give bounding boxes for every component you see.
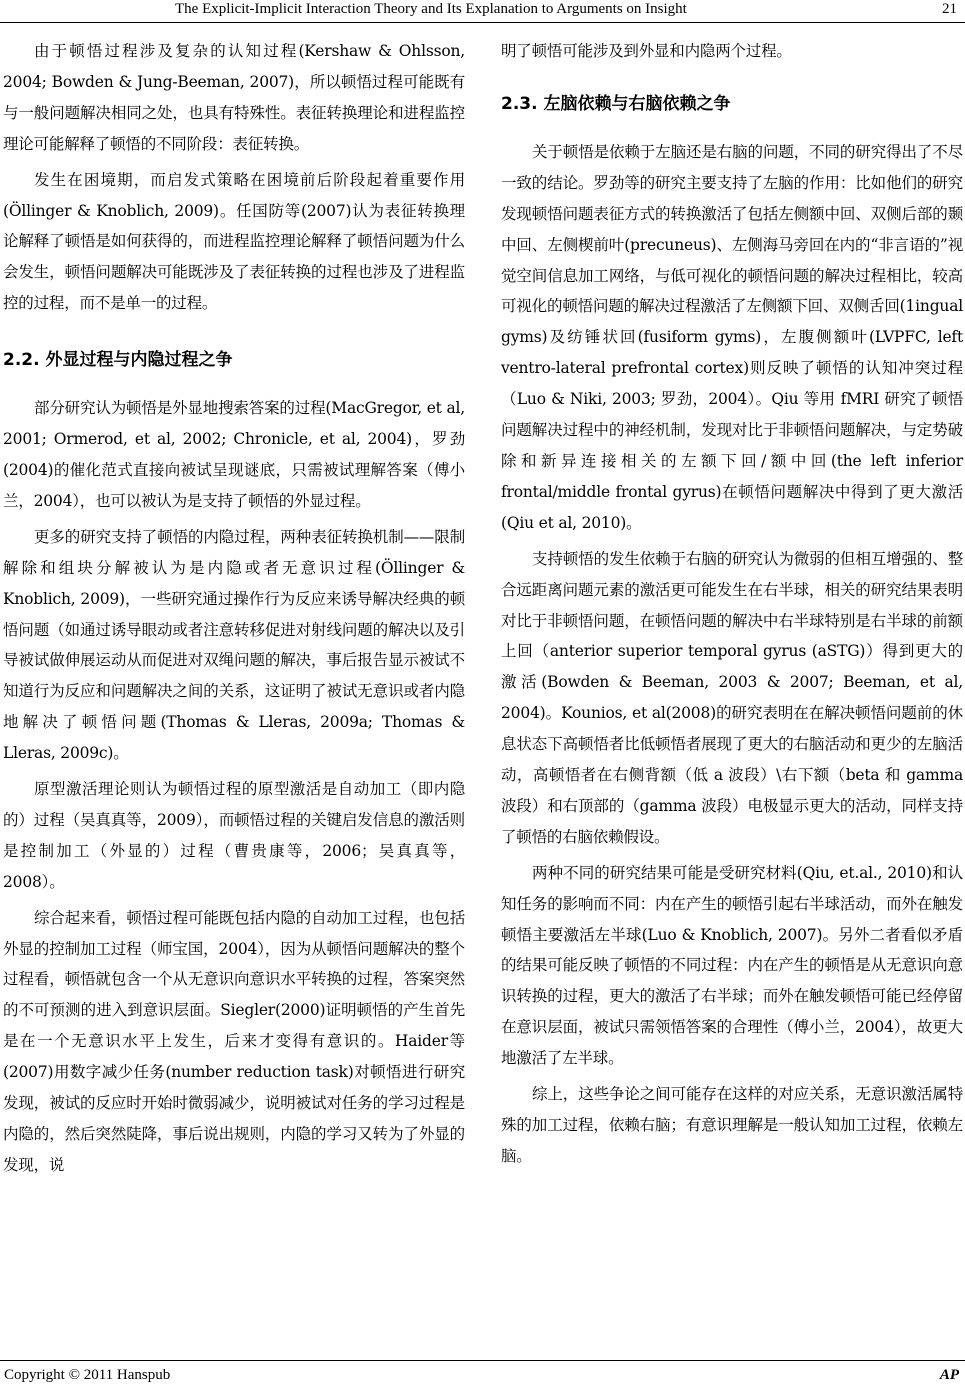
running-header	[0, 0, 965, 23]
paragraph: 两种不同的研究结果可能是受研究材料(Qiu, et.al., 2010)和认知任务的影响而不同：内在产生的顿悟引起右半球活动，而外在触发顿悟主要激活左半球(Luo & Knoblich, 2007)。另外二者看似矛盾的结果可能反映了顿悟的不同过程：内在产生的顿悟是从无意识向意识转换的过程，更大的激活了右半球；而外在触发顿悟可能已经停留在意识层面，被试只需领悟答案的合理性（傅小兰，2004），故更大地激活了左半球。	[501, 863, 963, 1068]
paragraph: 发生在困境期，而启发式策略在困境前后阶段起着重要作用(Öllinger & Knoblich, 2009)。任国防等(2007)认为表征转换理论解释了顿悟是如何获得的，而进程监控理论解释了顿悟问题为什么会发生，顿悟问题解决可能既涉及了表征转换的过程也涉及了进程监控的过程，而不是单一的过程。	[3, 170, 465, 313]
paragraph: 原型激活理论则认为顿悟过程的原型激活是自动加工（即内隐的）过程（吴真真等，2009），而顿悟过程的关键启发信息的激活则是控制加工（外显的）过程（曹贵康等，2006；吴真真等，2008）。	[3, 780, 465, 891]
paragraph: 更多的研究支持了顿悟的内隐过程，两种表征转换机制——限制解除和组块分解被认为是内隐或者无意识过程(Öllinger & Knoblich, 2009)，一些研究通过操作行为反应来诱导解决经典的顿悟问题（如通过诱导眼动或者注意转移促进对射线问题的解决以及引导被试做伸展运动从而促进对双绳问题的解决，事后报告显示被试不知道行为反应和问题解决之间的关系，这证明了被试无意识或者内隐地解决了顿悟问题(Thomas & Lleras, 2009a; Thomas & Lleras, 2009c)。	[3, 527, 465, 763]
paragraph-continuation: 明了顿悟可能涉及到外显和内隐两个过程。	[501, 42, 792, 60]
section-heading-2-3: 2.3. 左脑依赖与右脑依赖之争	[501, 93, 731, 114]
copyright-notice: Copyright © 2011 Hanspub	[4, 1367, 171, 1383]
paragraph: 综合起来看，顿悟过程可能既包括内隐的自动加工过程，也包括外显的控制加工过程（师宝国，2004），因为从顿悟问题解决的整个过程看，顿悟就包含一个从无意识向意识水平转换的过程，答案突然的不可预测的进入到意识层面。Siegler(2000)证明顿悟的产生首先是在一个无意识水平上发生，后来才变得有意识的。Haider等(2007)用数字减少任务(number reduction task)对顿悟进行研究发现，被试的反应时开始时微弱减少，说明被试对任务的学习过程是内隐的，然后突然陡降，事后说出规则，内隐的学习又转为了外显的发现，说	[3, 908, 465, 1174]
page-number: 21	[942, 1, 957, 17]
running-title: The Explicit-Implicit Interaction Theory and Its Explanation to Arguments on Insight	[175, 1, 687, 17]
paragraph: 关于顿悟是依赖于左脑还是右脑的问题，不同的研究得出了不尽一致的结论。罗劲等的研究主要支持了左脑的作用：比如他们的研究发现顿悟问题表征方式的转换激活了包括左侧额中回、双侧后部的颞中回、左侧楔前叶(precuneus)、左侧海马旁回在内的“非言语的”视觉空间信息加工网络，与低可视化的顿悟问题的解决过程相比，较高可视化的顿悟问题的解决过程激活了左侧额下回、双侧舌回(1ingual gyms)及纺锤状回(fusiform gyms)，左腹侧额叶(LVPFC, left ventro-lateral prefrontal cortex)则反映了顿悟的认知冲突过程（Luo & Niki, 2003; 罗劲，2004）。Qiu 等用 fMRI 研究了顿悟问题解决过程中的神经机制，发现对比于非顿悟问题解决，与定势破除和新异连接相关的左额下回/额中回(the left inferior frontal/middle frontal gyrus)在顿悟问题解决中得到了更大激活(Qiu et al, 2010)。	[501, 142, 963, 532]
left-column	[3, 36, 465, 1186]
paragraph: 部分研究认为顿悟是外显地搜索答案的过程(MacGregor, et al, 2001; Ormerod, et al, 2002; Chronicle, et al, 2004)，罗劲(2004)的催化范式直接向被试呈现谜底，只需被试理解答案（傅小兰，2004），也可以被认为是支持了顿悟的外显过程。	[3, 399, 465, 510]
paragraph: 由于顿悟过程涉及复杂的认知过程(Kershaw & Ohlsson, 2004; Bowden & Jung-Beeman, 2007)，所以顿悟过程可能既有与一般问题解决相同之处，也具有特殊性。表征转换理论和进程监控理论可能解释了顿悟的不同阶段：表征转换。	[3, 42, 465, 153]
section-heading-2-2: 2.2. 外显过程与内隐过程之争	[3, 350, 233, 371]
paragraph: 支持顿悟的发生依赖于右脑的研究认为微弱的但相互增强的、整合远距离问题元素的激活更可能发生在右半球，相关的研究结果表明对比于非顿悟问题，在顿悟问题的解决中右半球特别是右半球的前额上回（anterior superior temporal gyrus (aSTG)）得到更大的激活(Bowden & Beeman, 2003 & 2007; Beeman, et al, 2004)。Kounios, et al(2008)的研究表明在在解决顿悟问题前的休息状态下高顿悟者比低顿悟者展现了更大的右脑活动和更少的左脑活动，高顿悟者在右侧背额（低 a 波段）\右下额（beta 和 gamma 波段）和右顶部的（gamma 波段）电极显示更大的活动，同样支持了顿悟的右脑依赖假设。	[501, 549, 963, 846]
page-footer	[0, 1360, 965, 1387]
right-column	[501, 36, 963, 1177]
journal-abbrev: AP	[939, 1367, 959, 1383]
paragraph: 综上，这些争论之间可能存在这样的对应关系，无意识激活属特殊的加工过程，依赖右脑；有意识理解是一般认知加工过程，依赖左脑。	[501, 1085, 963, 1165]
